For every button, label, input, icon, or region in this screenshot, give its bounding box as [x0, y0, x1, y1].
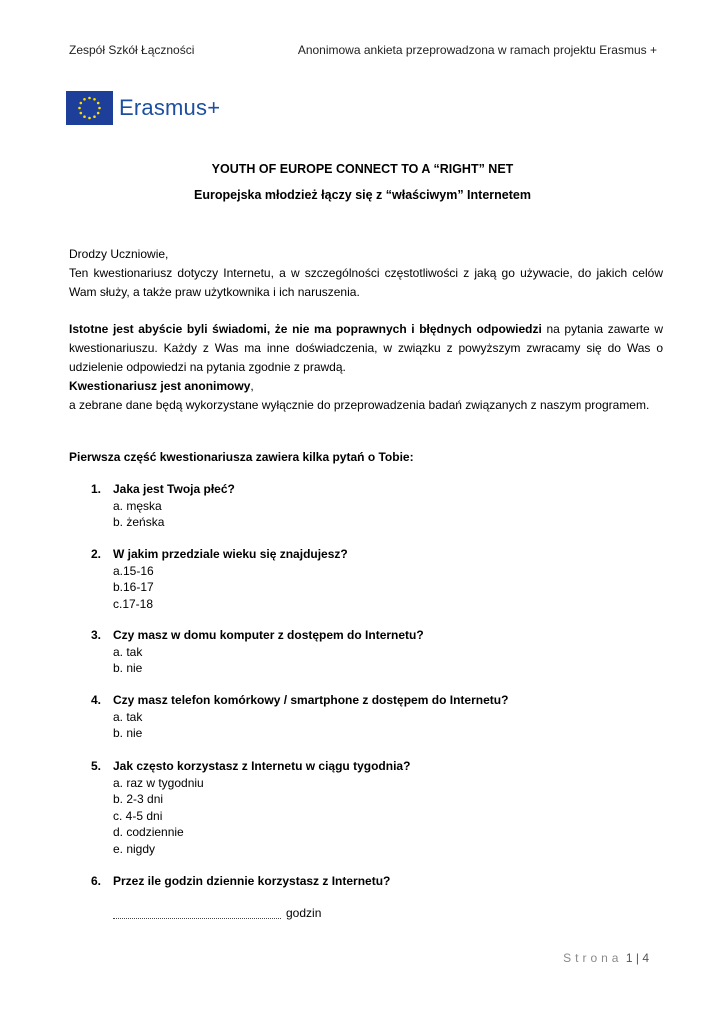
question-text: Przez ile godzin dziennie korzystasz z Internetu? — [113, 874, 391, 888]
answer-option[interactable]: c. 4-5 dni — [113, 808, 163, 823]
answer-option[interactable]: b. nie — [113, 726, 143, 740]
answer-option[interactable]: d. codziennie — [113, 825, 184, 839]
answer-option[interactable]: b. żeńska — [113, 515, 165, 529]
question-3 — [91, 627, 424, 677]
question-4 — [91, 692, 508, 742]
answer-option[interactable]: a.15-16 — [113, 563, 154, 578]
data-usage-line: a zebrane dane będą wykorzystane wyłącznie do przeprowadzenia badań związanych z naszym programem. — [69, 398, 650, 412]
important-rest: na pytania zawarte w kwestionariuszu. Każdy z Was ma inne doświadczenia, w związku z powyższym zwracamy się do Was o udzielenie odpowiedzi na pytania zgodnie z prawdą. — [69, 322, 663, 374]
answer-option[interactable]: a. męska — [113, 498, 162, 513]
answer-option[interactable]: b. nie — [113, 661, 143, 675]
answer-option[interactable]: b.16-17 — [113, 580, 154, 594]
anonymous-bold: Kwestionariusz jest anonimowy — [69, 379, 251, 393]
question-number: 5. — [91, 759, 102, 773]
answer-option[interactable]: a. raz w tygodniu — [113, 775, 204, 790]
answer-option[interactable]: a. tak — [113, 709, 143, 724]
eu-flag-icon — [66, 91, 113, 125]
page-title: YOUTH OF EUROPE CONNECT TO A “RIGHT” NET — [211, 162, 514, 176]
important-bold: Istotne jest abyście byli świadomi, że nie ma poprawnych i błędnych odpowiedzi — [69, 322, 542, 336]
page-subtitle: Europejska młodzież łączy się z “właściwym” Internetem — [194, 188, 531, 202]
question-5 — [91, 758, 410, 857]
hours-answer-field[interactable] — [113, 918, 281, 919]
erasmus-logo-text: Erasmus+ — [119, 95, 221, 120]
header-school: Zespół Szkół Łączności — [69, 43, 195, 57]
erasmus-logo — [66, 91, 220, 125]
question-number: 1. — [91, 482, 102, 496]
hours-unit-label: godzin — [286, 906, 322, 920]
anonymous-line — [69, 377, 663, 396]
total-pages: 4 — [642, 951, 649, 965]
question-2 — [91, 546, 348, 612]
answer-option[interactable]: c.17-18 — [113, 596, 154, 611]
page-number — [563, 951, 649, 965]
question-1 — [91, 481, 235, 531]
important-paragraph — [69, 320, 663, 377]
page-separator: | — [635, 951, 639, 965]
question-number: 2. — [91, 547, 102, 561]
section-title: Pierwsza część kwestionariusza zawiera kilka pytań o Tobie: — [69, 450, 414, 464]
answer-option[interactable]: a. tak — [113, 644, 143, 659]
answer-option[interactable]: e. nigdy — [113, 841, 156, 856]
question-number: 4. — [91, 693, 102, 707]
question-6 — [91, 873, 390, 890]
header-survey-info: Anonimowa ankieta przeprowadzona w ramach projektu Erasmus + — [297, 43, 657, 57]
question-text: Jak często korzystasz z Internetu w ciągu tygodnia? — [113, 759, 411, 773]
question-number: 3. — [91, 628, 102, 642]
question-text: Jaka jest Twoja płeć? — [113, 482, 235, 496]
question-text: W jakim przedziale wieku się znajdujesz? — [113, 547, 348, 561]
intro-paragraph: Ten kwestionariusz dotyczy Internetu, a w szczególności częstotliwości z jaką go używacie, do jakich celów Wam służy, a także praw użytkownika i ich naruszenia. — [69, 266, 663, 299]
question-text: Czy masz telefon komórkowy / smartphone z dostępem do Internetu? — [113, 693, 509, 707]
greeting: Drodzy Uczniowie, — [69, 247, 169, 261]
anonymous-comma: , — [250, 379, 254, 393]
question-number: 6. — [91, 874, 102, 888]
current-page: 1 — [625, 951, 633, 965]
question-text: Czy masz w domu komputer z dostępem do Internetu? — [113, 628, 424, 642]
page-label: Strona — [563, 951, 623, 965]
answer-option[interactable]: b. 2-3 dni — [113, 792, 164, 806]
